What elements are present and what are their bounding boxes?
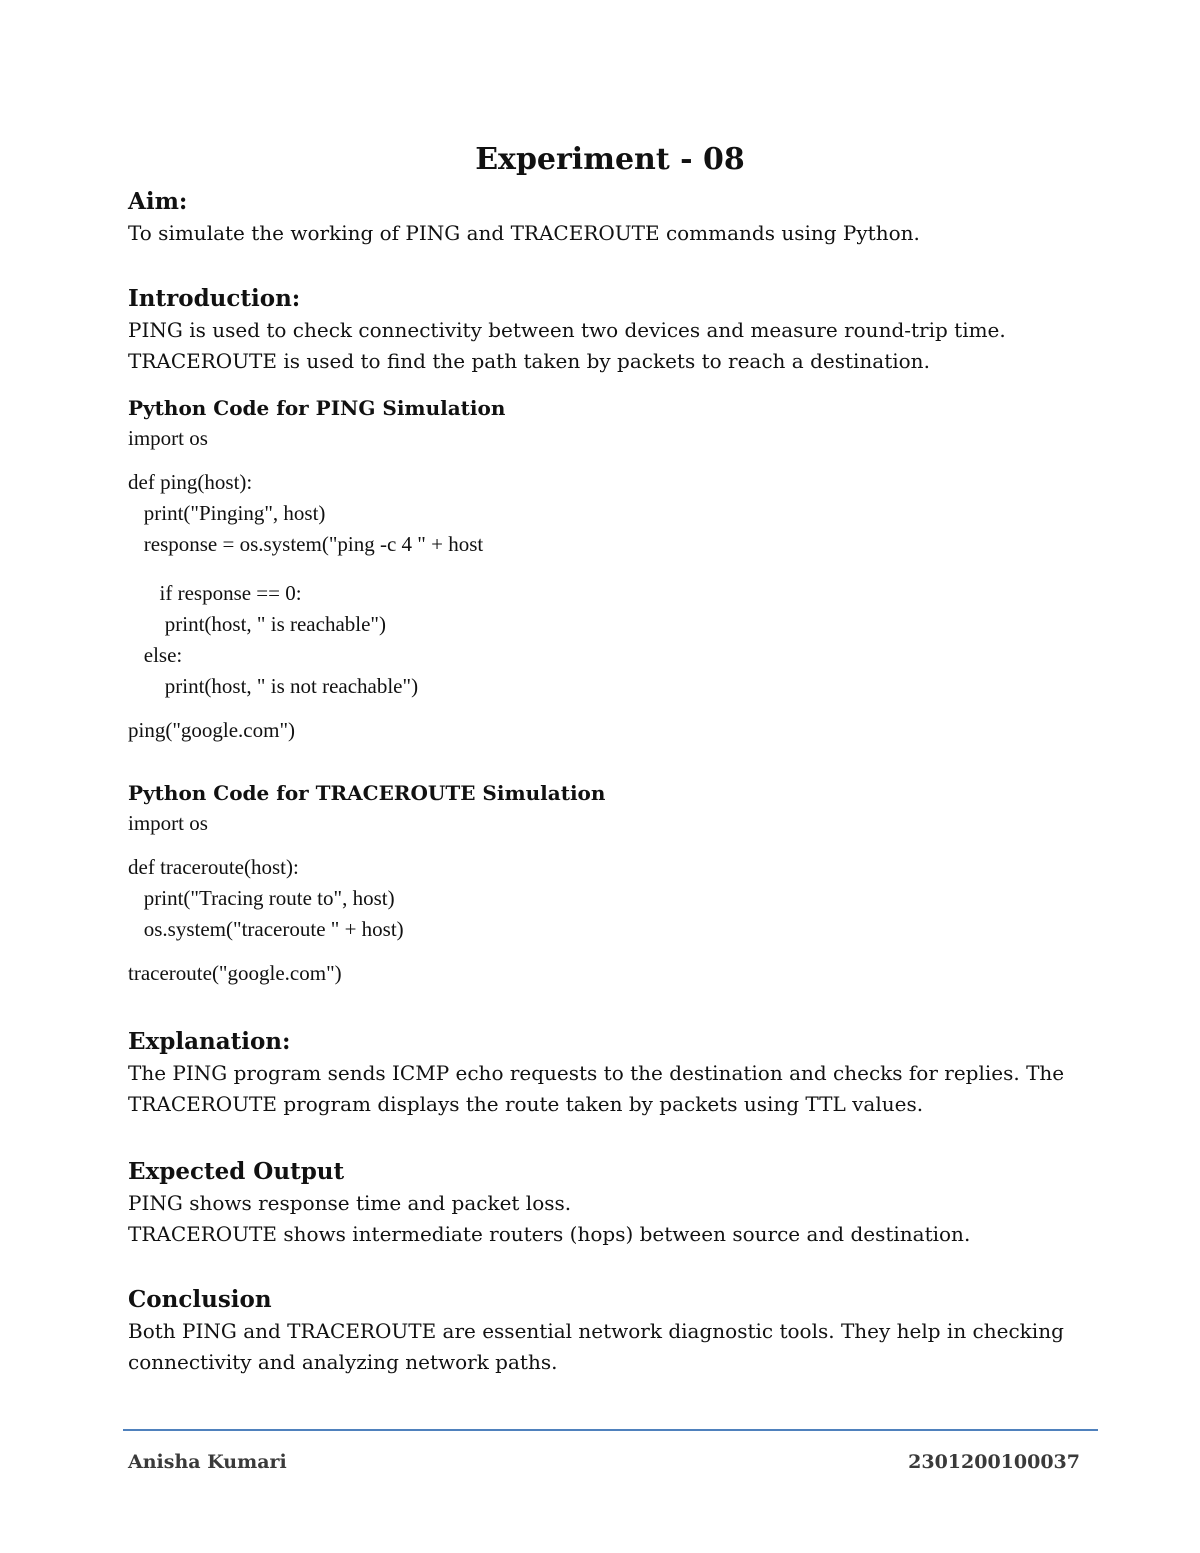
code-line: import os — [128, 811, 208, 835]
code-line: print(host, " is not reachable") — [128, 674, 419, 698]
traceroute-code-heading: Python Code for TRACEROUTE Simulation — [128, 781, 606, 805]
code-line: def traceroute(host): — [128, 855, 299, 879]
expected-output-heading: Expected Output — [128, 1158, 345, 1185]
conclusion-line: Both PING and TRACEROUTE are essential network diagnostic tools. They help in checking — [128, 1319, 1064, 1343]
expected-output-line: PING shows response time and packet loss. — [128, 1191, 572, 1215]
code-line: else: — [128, 643, 183, 667]
explanation-line: TRACEROUTE program displays the route taken by packets using TTL values. — [128, 1092, 924, 1116]
code-line: if response == 0: — [128, 581, 302, 605]
introduction-line: TRACEROUTE is used to find the path taken by packets to reach a destination. — [128, 349, 930, 373]
ping-code-section — [128, 394, 1088, 746]
aim-heading: Aim: — [128, 188, 188, 215]
code-line: print(host, " is reachable") — [128, 612, 386, 636]
code-line: ping("google.com") — [128, 718, 296, 742]
expected-output-section — [128, 1156, 1088, 1250]
ping-code-heading: Python Code for PING Simulation — [128, 396, 506, 420]
footer-roll-number: 2301200100037 — [908, 1451, 1080, 1473]
introduction-heading: Introduction: — [128, 285, 301, 312]
explanation-line: The PING program sends ICMP echo requests to the destination and checks for replies. The — [128, 1061, 1065, 1085]
code-line: import os — [128, 426, 208, 450]
conclusion-section — [128, 1284, 1088, 1378]
code-line: response = os.system("ping -c 4 " + host — [128, 532, 484, 556]
footer-author: Anisha Kumari — [128, 1451, 287, 1473]
footer-divider — [123, 1429, 1098, 1431]
explanation-section — [128, 1026, 1088, 1120]
page-title: Experiment - 08 — [475, 142, 745, 177]
code-line: print("Pinging", host) — [128, 501, 326, 525]
conclusion-heading: Conclusion — [128, 1286, 272, 1313]
code-line: print("Tracing route to", host) — [128, 886, 395, 910]
expected-output-line: TRACEROUTE shows intermediate routers (hops) between source and destination. — [128, 1222, 971, 1246]
code-line: def ping(host): — [128, 470, 253, 494]
introduction-line: PING is used to check connectivity between two devices and measure round-trip time. — [128, 318, 1006, 342]
introduction-section — [128, 283, 1088, 377]
conclusion-line: connectivity and analyzing network paths. — [128, 1350, 558, 1374]
explanation-heading: Explanation: — [128, 1028, 291, 1055]
code-line: traceroute("google.com") — [128, 961, 342, 985]
aim-section — [128, 186, 1088, 249]
code-line: os.system("traceroute " + host) — [128, 917, 404, 941]
aim-text: To simulate the working of PING and TRACEROUTE commands using Python. — [128, 221, 920, 245]
traceroute-code-section — [128, 779, 1088, 989]
